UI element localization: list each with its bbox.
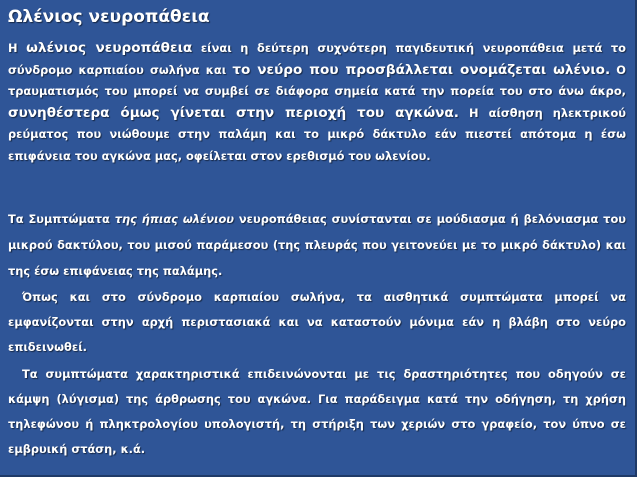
paragraph-progression: Όπως και στο σύνδρομο καρπιαίου σωλήνα, τα αισθητικά συμπτώματα μπορεί να εμφανίζονται στην αρχή περιστασιακά και να καταστούν μόνιμα εάν η βλάβη στο νεύρο επιδεινωθεί.	[8, 290, 626, 354]
intro-emphasis-1: ωλένιος νευροπάθεια	[26, 40, 193, 56]
intro-text-3: Ο τραυματισμός του μπορεί να συμβεί σε διάφορα σημεία κατά την πορεία του στο άνω άκρο,	[8, 62, 626, 99]
paragraph-aggravation: Τα συμπτώματα χαρακτηριστικά επιδεινώνονται με τις δραστηριότητες που οδηγούν σε κάμψη (λύγισμα) της άρθρωσης του αγκώνα. Για παράδειγμα κατά την οδήγηση, τη χρήση τηλεφώνου ή πληκτρολογίου υπολογιστή, τη στήριξη των χεριών στο γραφείο, τον ύπνο σε εμβρυική στάση, κ.ά.	[8, 367, 626, 456]
paragraph-intro	[8, 38, 626, 168]
intro-emphasis-2: το νεύρο που προσβάλλεται ονομάζεται ωλένιο.	[232, 61, 611, 78]
symptoms-text-1: Τα Συμπτώματα	[8, 212, 115, 226]
paragraph-symptoms	[8, 206, 626, 284]
intro-emphasis-3: συνηθέστερα όμως γίνεται στην περιοχή του αγκώνα.	[8, 104, 459, 121]
intro-text-4: Η αίσθηση ηλεκτρικού ρεύματος που νιώθουμε στην παλάμη και το μικρό δάκτυλο εάν πιεστεί απότομα η έσω επιφάνεια του αγκώνα μας, οφείλεται στον ερεθισμό του ωλενίου.	[8, 105, 626, 163]
page-title: Ωλένιος νευροπάθεια	[8, 7, 210, 27]
symptoms-italic: της ήπιας ωλένιου	[114, 212, 234, 226]
intro-text-1: Η	[8, 41, 27, 55]
symptoms-text-2: νευροπάθειας συνίστανται σε μούδιασμα ή βελόνιασμα του μικρού δακτύλου, του μισού παράμεσου (της πλευράς που γειτονεύει με το μικρό δάκτυλο) και της έσω επιφάνειας της παλάμης.	[8, 212, 626, 278]
intro-text-2: είναι η δεύτερη συχνότερη παγιδευτική νευροπάθεια μετά το σύνδρομο καρπιαίου σωλήνα και	[8, 41, 626, 77]
